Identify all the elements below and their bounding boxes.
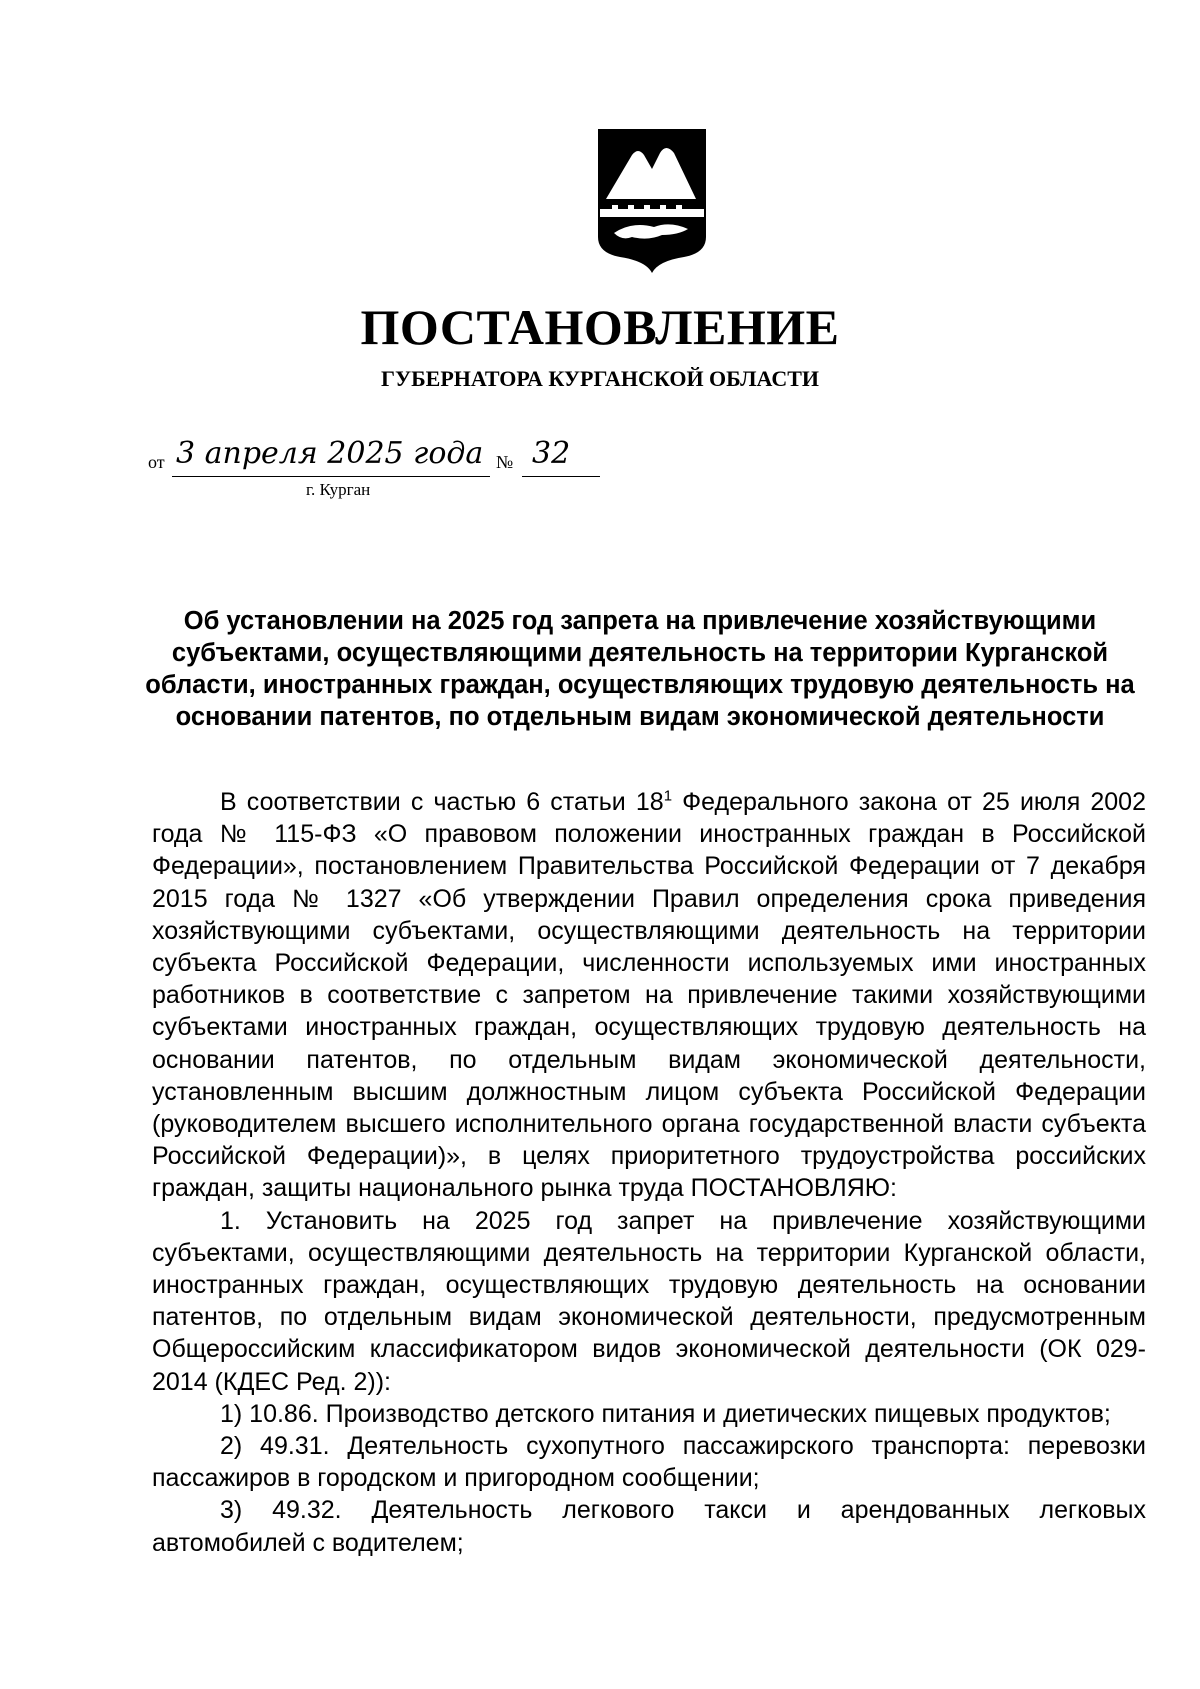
date-number-row	[148, 436, 748, 510]
document-title: Об установлении на 2025 год запрета на привлечение хозяйствующими субъектами, осуществляющими деятельность на территории Курганской области, иностранных граждан, осуществляющих трудовую деятельность на основании патентов, по отдельным видам экономической деятельности	[145, 607, 1135, 731]
preamble-paragraph	[152, 786, 1146, 1205]
coat-of-arms-icon	[592, 125, 712, 275]
document-body	[152, 786, 1146, 1559]
preamble-text-start: В соответствии с частью 6 статьи 18	[220, 788, 664, 816]
article-superscript: 1	[663, 787, 673, 805]
sub-item: 1) 10.86. Производство детского питания и диетических пищевых продуктов;	[220, 1399, 1111, 1428]
document-type: ПОСТАНОВЛЕНИЕ	[360, 299, 840, 355]
city: г. Курган	[306, 480, 371, 499]
preamble-text-end: Федерального закона от 25 июля 2002 года № 115-ФЗ «О правовом положении иностранных граждан в Российской Федерации», постановлением Правительства Российской Федерации от 7 декабря 2015 года № 1327 «Об утверждении Правил определения срока приведения хозяйствующими субъектами, осуществляющими деятельность на территории субъекта Российской Федерации, численности используемых ими иностранных работников в соответствие с запретом на привлечение такими хозяйствующими субъектами иностранных граждан, осуществляющих трудовую деятельность на основании патентов, по отдельным видам экономической деятельности, установленным высшим должностным лицом субъекта Российской Федерации (руководителем высшего исполнительного органа государственной власти субъекта Российской Федерации)», в целях приоритетного трудоустройства российских граждан, защиты национального рынка труда ПОСТАНОВЛЯЮ:	[152, 788, 1146, 1203]
sub-item: 3) 49.32. Деятельность легкового такси и арендованных легковых автомобилей с водителем;	[152, 1496, 1146, 1557]
date-underline	[172, 476, 490, 477]
sub-item: 2) 49.31. Деятельность сухопутного пассажирского транспорта: перевозки пассажиров в городском и пригородном сообщении;	[152, 1432, 1146, 1493]
number-prefix: №	[496, 452, 514, 472]
date-prefix: от	[148, 452, 165, 472]
date-handwritten: 3 апреля 2025 года	[176, 436, 484, 471]
item-1-paragraph: 1. Установить на 2025 год запрет на привлечение хозяйствующими субъектами, осуществляющими деятельность на территории Курганской области, иностранных граждан, осуществляющих трудовую деятельность на основании патентов, по отдельным видам экономической деятельности, предусмотренным Общероссийским классификатором видов экономической деятельности (ОК 029-2014 (КДЕС Ред. 2)):	[152, 1206, 1146, 1396]
number-underline	[522, 476, 600, 477]
issuer: ГУБЕРНАТОРА КУРГАНСКОЙ ОБЛАСТИ	[380, 366, 820, 391]
number-handwritten: 32	[532, 436, 571, 471]
